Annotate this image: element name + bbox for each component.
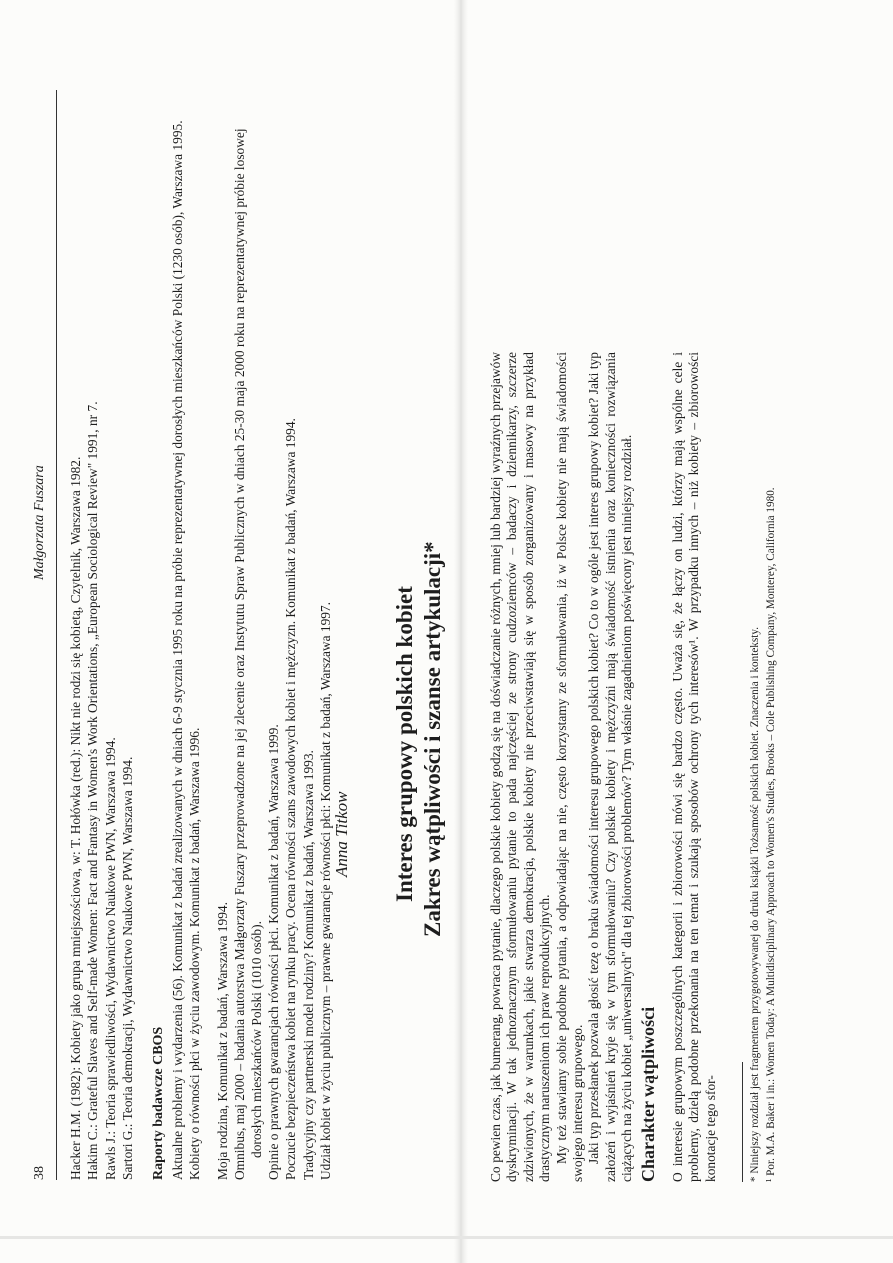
report-entry: Udział kobiet w życiu publicznym – prawne gwarancje równości płci: Komunikat z badań, Warszawa 1997. [318,601,334,1180]
bibliography-entry: Rawls J.: Teoria sprawiedliwości, Wydawnictwo Naukowe PWN, Warszawa 1994. [102,737,118,1180]
bibliography-entry: Hakim C.: Grateful Slaves and Self-made Women: Fact and Fantasy in Women's Work Orientations, „European Sociological Review" 1991, nr 7. [85,401,101,1180]
report-entry: Kobiety o równości płci w życiu zawodowym. Komunikat z badań, Warszawa 1996. [187,727,203,1180]
bibliography-entry: Hacker H.M. (1982): Kobiety jako grupa mniejszościowa, w: T. Hołówka (red.): Nikt nie rodzi się kobietą, Czytelnik, Warszawa 1982. [68,456,83,1180]
footnote-rule [742,1062,743,1182]
report-entry: Omnibus, maj 2000 – badania autorstwa Małgorzaty Fuszary przeprowadzone na jej zlecenie oraz Instytutu Spraw Publicznych w dniach 25-30 maja 2000 roku na reprezentatywnej próbie losowej dorosłych mieszkańców Polski (1010 osób). [232,128,264,1180]
report-entry: Moja rodzina, Komunikat z badań, Warszawa 1994. [214,902,230,1180]
report-entry: Poczucie bezpieczeństwa kobiet na rynku pracy. Ocena równości szans zawodowych kobiet i mężczyzn. Komunikat z badań, Warszawa 1994. [283,418,299,1180]
header-rule [56,90,57,1180]
paragraph: O interesie grupowym poszczególnych kategorii i zbiorowości mówi się bardzo często. Uważa się, że łączy on ludzi, którzy mają wspólne cele i problemy, dzielą podobne przekonania na ten temat i szukają sposobów ochrony tych interesów¹. W przypadku innych – niż kobiety – zbiorowości konotacje tego sfor- [670,352,718,1182]
chapter-author: Anna Titkow [332,791,351,877]
page-edge [0,1236,893,1239]
paragraph: Jaki typ przesłanek pozwala głosić tezę o braku świadomości interesu grupowego polskich kobiet? Co to w ogóle jest interes grupowy kobiet? Jaki typ założeń i wyjaśnień kryje się w tym sformułowaniu? Czy polskie kobiety i mężczyźni mają świadomość istnienia oraz konieczności rozwiązania ciążących na życiu kobiet „uniwersalnych" dla tej zbiorowości problemów? Tym właśnie zagadnieniom poświęcony jest niniejszy rozdział. [586,352,635,1182]
bibliography-column [68,90,336,1180]
bibliography-entry: Sartori G.: Teoria demokracji, Wydawnictwo Naukowe PWN, Warszawa 1994. [120,756,136,1180]
chapter-intro [488,352,636,1182]
footnotes [748,352,780,1182]
right-page [332,42,860,1182]
paragraph: Co pewien czas, jak bumerang, powraca pytanie, dlaczego polskie kobiety godzą się na doświadczanie różnych, mniej lub bardziej wyraźnych przejawów dyskryminacji. W tak jednoznacznym sformułowaniu pytanie to pada najczęściej ze strony cudzoziemców – badaczy i dziennikarzy, szczerze zdziwionych, że w warunkach, jakie stwarza demokracja, polskie kobiety nie przeciwstawiają się w sposób zorganizowany i masowy na przykład drastycznym naruszeniom ich praw reprodukcyjnych. [488,352,553,1182]
spacer [205,90,215,1180]
footnote: * Niniejszy rozdział jest fragmentem przygotowywanej do druku książki Tożsamość polskich kobiet. Znaczenia i konteksty. [749,626,761,1182]
section-heading: Charakter wątpliwości [638,1006,658,1182]
paragraph: My też stawiamy sobie podobne pytania, a odpowiadając na nie, często korzystamy ze sformułowania, iż w Polsce kobiety nie mają świadomości swojego interesu grupowego. [553,352,586,1182]
chapter-title: Interes grupowy polskich kobiet [392,586,417,902]
report-entry: Aktualne problemy i wydarzenia (56). Komunikat z badań zrealizowanych w dniach 6-9 stycznia 1995 roku na próbie reprezentatywnej dorosłych mieszkańców Polski (1230 osób), Warszawa 1995. [170,120,186,1180]
report-entry: Tradycyjny czy partnerski model rodziny? Komunikat z badań, Warszawa 1993. [300,750,316,1180]
footnote: ¹ Por. M.A. Baker i in.: Women Today: A Multidisciplinary Approach to Women's Studies, Brooks – Cole Publishing Company, Monterey, California 1980. [765,487,777,1182]
section-body [670,352,719,1182]
section-title: Raporty badawcze CBOS [150,1026,166,1180]
page-number: 38 [32,1166,47,1180]
running-head-author: Małgorzata Fuszara [32,465,47,580]
report-entry: Opinie o prawnych gwarancjach równości płci. Komunikat z badań, Warszawa 1999. [266,724,282,1180]
running-header [32,90,56,1180]
chapter-subtitle: Zakres wątpliwości i szanse artykulacji* [420,541,445,937]
